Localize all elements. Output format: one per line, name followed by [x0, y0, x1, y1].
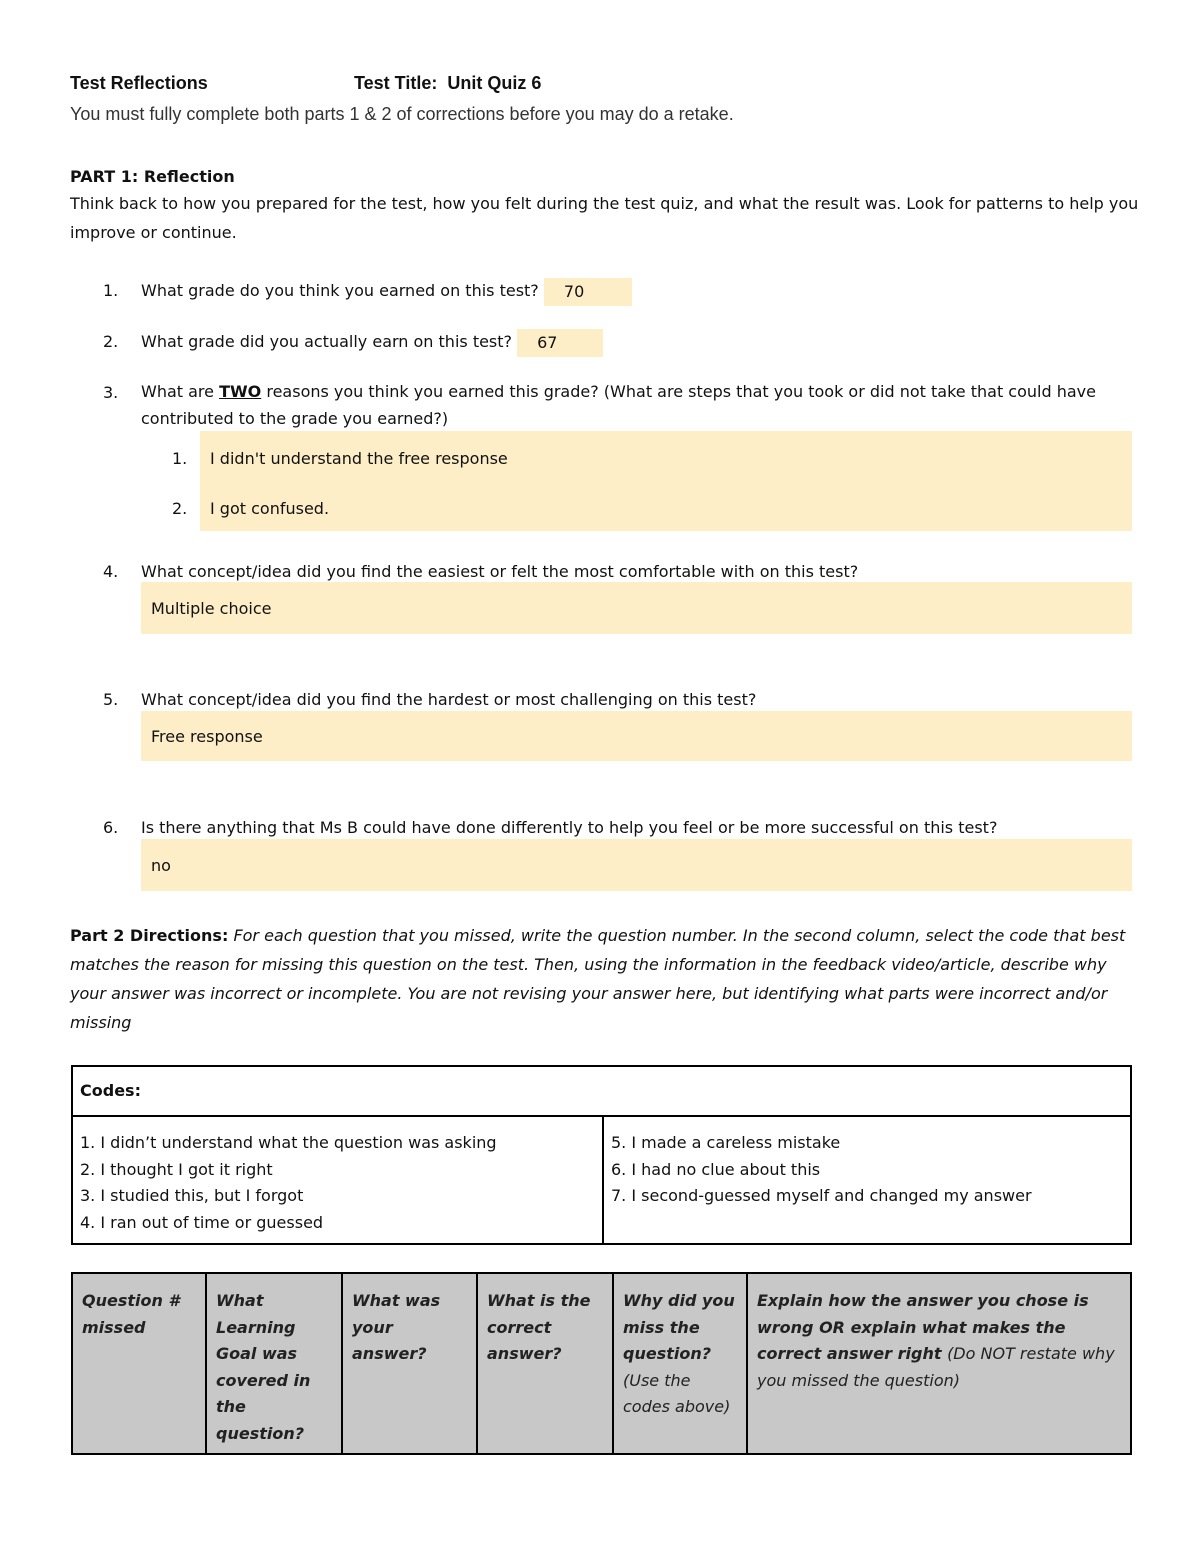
code-item: 6. I had no clue about this [611, 1159, 821, 1179]
part1-title: PART 1: Reflection [70, 167, 235, 186]
answer-number: 2. [172, 499, 188, 518]
answer-text: I got confused. [210, 499, 330, 518]
part2-text: For each question that you missed, write the question number. In the second column, select the code that best matches the reason for missing this question on the test. Then, using the information in the feedback video/article, describe why your answer was incorrect or incomplete. You are not revising your answer here, but identifying what parts were incorrect and/or missing [70, 926, 1126, 1032]
code-item: 3. I studied this, but I forgot [80, 1186, 304, 1205]
corrections-table [71, 1272, 1132, 1455]
codes-table [71, 1065, 1132, 1245]
question-text: What concept/idea did you find the hardest or most challenging on this test? [141, 690, 757, 709]
question-6 [103, 813, 1133, 842]
header-why-missed [613, 1273, 747, 1454]
header-explain-note: (Do NOT restate why you missed the question) [757, 1344, 1115, 1390]
answer-field-q6[interactable] [141, 839, 1132, 891]
answer-text: I didn't understand the free response [210, 449, 508, 468]
header-your-answer: What was your answer? [342, 1273, 477, 1454]
header-explain [747, 1273, 1131, 1454]
header-why-missed-note: (Use the codes above) [623, 1370, 731, 1416]
header-learning-goal: What Learning Goal was covered in the question? [206, 1273, 342, 1454]
codes-right-column [603, 1116, 1131, 1244]
question-number: 6. [103, 818, 119, 837]
code-item: 4. I ran out of time or guessed [80, 1212, 324, 1232]
test-title-label: Test Title: [354, 73, 438, 93]
code-item: 7. I second-guessed myself and changed my answer [611, 1186, 1032, 1205]
question-text-after: reasons you think you earned this grade? (What are steps that you took or did not take that could have contributed to the grade you earned?) [141, 382, 1096, 428]
question-3 [141, 378, 1136, 432]
answer-text: no [151, 856, 171, 875]
answer-field-q5[interactable] [141, 711, 1132, 761]
question-1 [103, 276, 1133, 306]
codes-left-column [72, 1116, 603, 1244]
part1-description: Think back to how you prepared for the test, how you felt during the test quiz, and what the result was. Look for patterns to help you improve or continue. [70, 194, 1139, 242]
answer-field-q2[interactable]: 67 [517, 329, 603, 357]
answer-text: Free response [151, 727, 263, 746]
header-why-missed-label: Why did you miss the question? [623, 1291, 735, 1363]
header-question-missed: Question # missed [72, 1273, 206, 1454]
header-explain-label: Explain how the answer you chose is wrong OR explain what makes the correct answer right [757, 1291, 1089, 1363]
question-text: What grade do you think you earned on this test? [141, 281, 539, 300]
question-text: What concept/idea did you find the easiest or felt the most comfortable with on this test? [141, 562, 859, 581]
answer-text: Multiple choice [151, 599, 272, 618]
answer-number: 1. [172, 449, 188, 468]
question-text-before: What are [141, 382, 220, 401]
header-label: Test Reflections [70, 73, 208, 93]
intro-text: You must fully complete both parts 1 & 2 of corrections before you may do a retake. [70, 104, 734, 124]
question-text: Is there anything that Ms B could have done differently to help you feel or be more successful on this test? [141, 818, 998, 837]
answer-field-q1[interactable]: 70 [544, 278, 632, 306]
question-number: 1. [103, 281, 119, 300]
codes-title: Codes: [72, 1066, 1131, 1116]
test-title-value: Unit Quiz 6 [447, 73, 542, 93]
part2-directions [70, 921, 1140, 1037]
answer-field-q4[interactable] [141, 582, 1132, 634]
question-number: 3. [103, 383, 119, 402]
question-text: What grade did you actually earn on this test? [141, 332, 513, 351]
header-correct-answer: What is the correct answer? [477, 1273, 613, 1454]
code-item: 1. I didn’t understand what the question was asking [80, 1133, 497, 1152]
answer-field-q3[interactable] [200, 431, 1132, 531]
question-2 [103, 327, 1133, 357]
question-5 [103, 685, 1133, 714]
question-number: 4. [103, 562, 119, 581]
part2-label: Part 2 Directions: [70, 926, 229, 945]
code-item: 2. I thought I got it right [80, 1159, 273, 1179]
question-number: 5. [103, 690, 119, 709]
test-title [354, 73, 541, 94]
question-number: 2. [103, 332, 119, 351]
question-emphasis: TWO [219, 382, 262, 401]
code-item: 5. I made a careless mistake [611, 1133, 841, 1152]
